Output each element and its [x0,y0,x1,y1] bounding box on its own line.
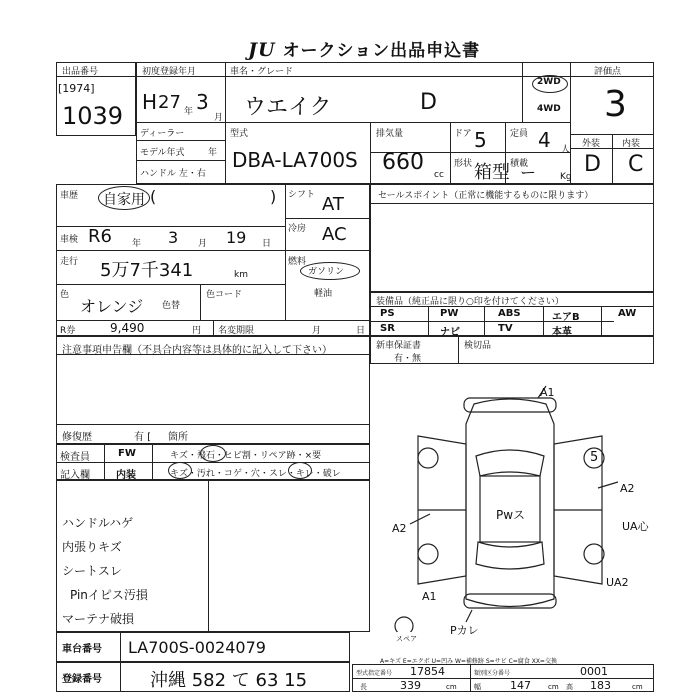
int-circle-1 [168,462,192,479]
color-code-label: 色コード [206,290,243,300]
mark-bottom [466,610,472,622]
type-label: 型式 [230,129,249,139]
windshield [476,450,544,476]
fuel-value: ガソリン [308,267,345,277]
mileage-label: 走行 [60,257,79,267]
damage-legend: A=キズ E=エクボ U=凹み W=補修跡 S=サビ C=腐食 XX=交換 [380,658,557,665]
int-items: キズ・汚れ・コゲ・穴・スレ・キレ・破レ [170,469,341,479]
int-row-label: 内装 [116,470,136,481]
model-label: 車名・グレード [230,67,294,77]
vehicle-damage-diagram [370,364,654,632]
len-label: 長 [360,683,367,691]
history-value: 自家用 [103,192,145,208]
lot-number: 1039 [62,102,124,130]
lot-sub: [1974] [58,82,95,95]
drive-2wd: 2WD [537,77,561,87]
displacement-value: 660 [382,150,424,175]
reg-month-suffix: 月 [214,113,224,123]
ac-value: AC [322,224,347,245]
len-value: 339 [400,679,421,692]
reg-year-suffix: 年 [184,107,194,117]
grade-label: 評価点 [594,67,622,77]
spare-tire [395,617,413,632]
reg-label: 初度登録年月 [142,67,197,77]
tire-rl [418,544,438,564]
fuel-alt: 軽油 [314,289,333,299]
recycle-unit: 円 [192,326,202,336]
inspection-y-suffix: 年 [132,239,142,249]
front-bumper [464,398,556,412]
int-value: C [628,152,644,177]
manual-label-2: 検切品 [464,341,492,351]
equipment-item: 本革 [552,327,572,338]
equipment-item: ナビ [440,327,460,338]
diag-tire-count: 5 [590,450,599,465]
equipment-item: PS [380,308,395,319]
color-label: 色 [60,290,70,300]
diag-a1-left: A1 [422,590,437,603]
shape-label: 形状 [454,159,473,169]
capacity-value: 4 [538,128,551,152]
diag-ua-right: UA心 [622,520,649,533]
recycle-label: R券 [60,326,76,336]
class-code: 0001 [580,665,608,678]
history-label: 車歴 [60,191,79,201]
capacity-unit: 人 [561,145,571,155]
inspection-label: 車検 [60,235,79,245]
class-label: 類別区分番号 [474,670,511,677]
ju-logo: JU [248,39,276,61]
remark-line: シートスレ [62,564,122,578]
doors-value: 5 [474,128,487,152]
ac-label: 冷房 [288,224,307,234]
dealer-label: ディーラー [140,129,185,139]
ext-label: 外装 [582,139,601,149]
mileage-unit: km [234,270,248,280]
capacity-label: 定員 [510,129,529,139]
mark-right [598,482,618,488]
fw-circle [200,445,226,462]
len-unit: cm [446,683,457,691]
ext-value: D [584,152,601,177]
equipment-label: 装備品（純正品に限り○印を付けてください） [376,297,564,307]
color-value: オレンジ [80,297,144,316]
repair-label: 修復歴 [62,432,92,443]
wid-value: 147 [510,679,531,692]
wid-label: 幅 [474,683,481,691]
history-paren-open: ( [150,187,157,206]
load-label: 積載 [510,159,529,169]
shape-value: 箱型 [474,162,510,183]
name-change-label: 名変期限 [218,326,255,336]
remark-line: ハンドルハゲ [62,516,134,530]
handle-label: ハンドル 左・右 [140,169,206,179]
load-unit: Kg [560,172,572,182]
diag-bottom: Pカレ [450,624,479,637]
repair-suffix: 箇所 [168,432,188,443]
model-grade: D [420,90,437,115]
sales-point-label: セールスポイント（正常に機能するものに限ります） [378,191,594,201]
equipment-item: TV [498,323,513,334]
fuel-label: 燃料 [288,257,307,267]
history-paren-close: ) [270,187,277,206]
int-label: 内装 [622,139,641,149]
model-year-suffix: 年 [208,148,218,158]
tire-fl [418,448,438,468]
model-year-label: モデル年式 [140,148,185,158]
diag-a2-right: A2 [620,482,635,495]
lot-label: 出品番号 [62,67,99,77]
name-change-month: 月 [312,326,322,336]
inspection-m-suffix: 月 [198,239,208,249]
fw-items: キズ・飛石・ヒビ割・リペア跡・×要 [170,451,322,461]
car-outline [466,399,554,607]
remark-line: 内張りキズ [62,540,122,554]
load-value: ー [520,163,537,182]
hgt-value: 183 [590,679,611,692]
drive-4wd: 4WD [537,104,561,114]
grade-value: 3 [604,84,627,125]
manual-label: 新車保証書 [376,341,422,351]
diag-ua2: UA2 [606,576,629,589]
equipment-item: PW [440,308,459,319]
remark-line: Pinイピス汚損 [70,588,148,602]
notes-label: 注意事項申告欄（不具合内容等は具体的に記入して下さい） [62,345,332,356]
chassis-label: 車台番号 [62,644,102,655]
equipment-item: SR [380,323,395,334]
equipment-item: AW [618,308,637,319]
fw-label: FW [118,448,136,459]
mark-left [410,514,430,524]
inspector-fill: 記入欄 [60,470,90,481]
diag-center: Pwス [496,508,526,522]
doors-label: ドア [454,129,472,139]
equipment-item: エアB [552,312,580,323]
inspection-month: 3 [168,228,179,247]
manual-value: 有・無 [394,354,422,364]
plate-label: 登録番号 [62,674,102,685]
form-title-text: オークション出品申込書 [282,41,481,61]
inspector-label: 検査員 [60,452,90,463]
displacement-label: 排気量 [376,129,404,139]
chassis-value: LA700S-0024079 [128,638,266,657]
name-change-day: 日 [356,326,366,336]
tire-rr [584,544,604,564]
inspection-d-suffix: 日 [262,239,272,249]
hgt-label: 高 [566,683,573,691]
equipment-item: ABS [498,308,521,319]
plate-value: 沖縄 582 て 63 15 [150,670,308,691]
reg-era: H [142,90,158,114]
model-name: ウエイク [244,95,332,120]
inspection-type-label: 型式指定番号 [356,670,393,677]
wid-unit: cm [548,683,559,691]
diag-spare: スペア [396,635,417,643]
int-circle-2 [288,462,312,479]
inspection-era: R6 [88,226,112,247]
form-title [248,36,480,61]
diag-a2-left: A2 [392,522,407,535]
hgt-unit: cm [632,683,643,691]
diag-a1-top: A1 [540,386,555,399]
shift-label: シフト [288,190,316,200]
reg-month: 3 [196,90,209,114]
recycle-value: 9,490 [110,321,145,335]
type-value: DBA-LA700S [232,148,358,172]
reg-year: 27 [158,92,181,113]
rear-window [476,542,544,569]
recycle-no: 17854 [410,665,445,678]
color-change-label: 色替 [162,301,181,311]
shift-value: AT [322,194,344,215]
remark-line: マーテナ破損 [62,612,135,626]
repair-value: 有 [ [134,432,152,443]
mileage-value: 5万7千341 [100,260,194,281]
displacement-unit: cc [434,170,444,180]
inspection-day: 19 [226,228,247,247]
